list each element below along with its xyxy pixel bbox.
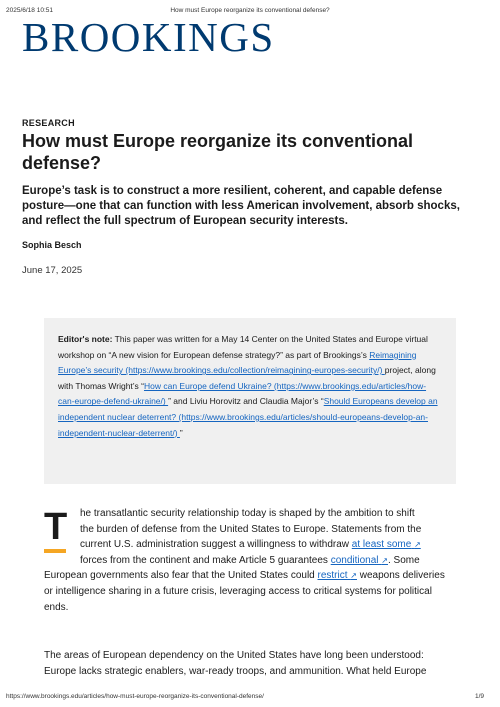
body-text: European governments also fear that the United States could (44, 570, 318, 582)
body-text: current U.S. administration suggest a willingness to withdraw (80, 539, 352, 551)
body-paragraph-1 (44, 506, 454, 615)
body-text: forces from the continent and make Article 5 guarantees (80, 554, 331, 566)
body-line: the burden of defense from the United States to Europe. Statements from the (80, 523, 422, 535)
body-paragraph-2: The areas of European dependency on the United States have long been understood: Europe lacks strategic enablers, war-ready troops, and ammunition. What held Europe (44, 650, 427, 677)
link-text: at least some (351, 539, 412, 551)
drop-cap: T (44, 506, 68, 548)
editors-note-text: project, along with Thomas Wright’s “ (58, 365, 436, 391)
body-text: . Some (388, 554, 420, 566)
at-least-some-link[interactable] (352, 539, 421, 550)
author-name[interactable]: Sophia Besch (22, 240, 82, 250)
link-text: conditional (330, 554, 379, 566)
print-url: https://www.brookings.edu/articles/how-must-europe-reorganize-its-conventional-defense/ (6, 693, 264, 700)
reimagining-europes-security-link[interactable]: Reimagining Europe’s security (https://www.brookings.edu/collection/reimagining-europes-security/) (58, 349, 417, 376)
body-line (44, 553, 454, 569)
body-line: he transatlantic security relationship today is shaped by the ambition to shift (80, 508, 415, 519)
external-link-icon: ↗ (414, 540, 421, 550)
body-line (44, 537, 454, 553)
article-title: How must Europe reorganize its conventional defense? (22, 131, 414, 173)
external-link-icon: ↗ (381, 555, 388, 565)
body-text: weapons deliveries or intelligence sharing in a future crisis, leveraging access to critical systems for political ends. (44, 570, 445, 613)
how-can-europe-defend-ukraine-link[interactable]: How can Europe defend Ukraine? (https://www.brookings.edu/articles/how-can-europe-defend-ukraine/) (58, 380, 427, 407)
editors-note-label: Editor's note: (58, 334, 113, 344)
editors-note-text: This paper was written for a May 14 Center on the United States and Europe virtual workshop on “A new vision for European defense strategy?” as part of Brookings’s (58, 334, 428, 360)
article-kicker[interactable]: RESEARCH (22, 118, 75, 128)
link-text: restrict (317, 570, 348, 582)
print-page-title: How must Europe reorganize its conventional defense? (170, 7, 330, 14)
publish-date: June 17, 2025 (22, 265, 83, 276)
independent-nuclear-deterrent-link[interactable]: Should Europeans develop an independent nuclear deterrent? (https://www.brookings.edu/articles/should-europeans-develop-an-independent-nuclear-deterrent/) (58, 396, 438, 438)
print-page-number: 1/9 (474, 693, 484, 700)
editors-note-text: ” and Liviu Horovitz and Claudia Major’s “ (168, 396, 324, 407)
article-dek: Europe’s task is to construct a more resilient, coherent, and capable defense posture—one that can function with less American involvement, absorb shocks, and reflect the full spectrum of European security interests. (22, 185, 460, 227)
editors-note-box (44, 318, 456, 484)
print-datetime: 2025/6/18 10:51 (6, 7, 53, 14)
editors-note-text: ” (179, 427, 183, 438)
restrict-link[interactable] (318, 570, 357, 581)
conditional-link[interactable] (331, 555, 388, 566)
brookings-logo[interactable]: BROOKINGS (22, 14, 275, 60)
external-link-icon: ↗ (350, 571, 357, 581)
